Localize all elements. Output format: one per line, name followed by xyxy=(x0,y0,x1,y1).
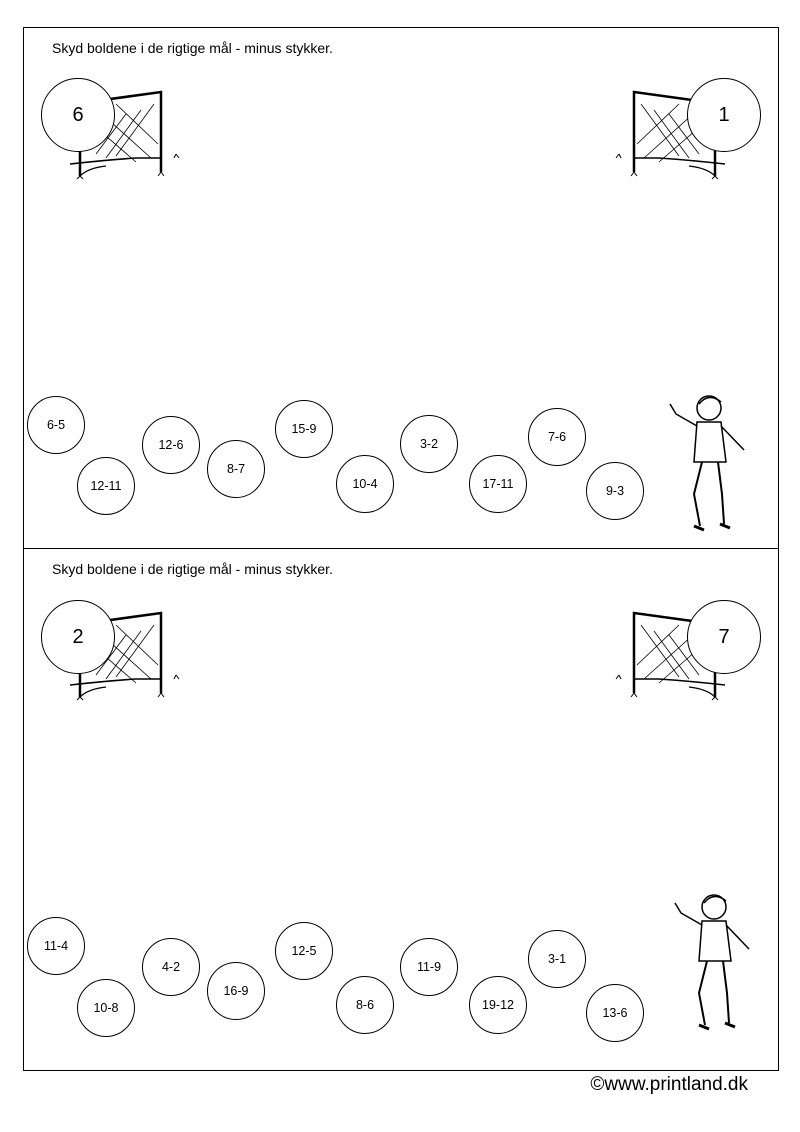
ball[interactable]: 10-4 xyxy=(336,455,394,513)
ball[interactable]: 9-3 xyxy=(586,462,644,520)
right-goal-target[interactable]: 1 xyxy=(687,78,761,152)
ball[interactable]: 12-5 xyxy=(275,922,333,980)
ball[interactable]: 11-9 xyxy=(400,938,458,996)
ball[interactable]: 11-4 xyxy=(27,917,85,975)
left-goal-target[interactable]: 6 xyxy=(41,78,115,152)
ball[interactable]: 19-12 xyxy=(469,976,527,1034)
ball[interactable]: 15-9 xyxy=(275,400,333,458)
worksheet-panel-2 xyxy=(23,548,779,1071)
ball[interactable]: 10-8 xyxy=(77,979,135,1037)
left-goal-target[interactable]: 2 xyxy=(41,600,115,674)
ball[interactable]: 16-9 xyxy=(207,962,265,1020)
right-goal-target[interactable]: 7 xyxy=(687,600,761,674)
ball[interactable]: 8-6 xyxy=(336,976,394,1034)
ball[interactable]: 17-11 xyxy=(469,455,527,513)
copyright-footer: ©www.printland.dk xyxy=(590,1074,748,1095)
ball[interactable]: 4-2 xyxy=(142,938,200,996)
soccer-player-icon xyxy=(664,390,764,538)
ball[interactable]: 6-5 xyxy=(27,396,85,454)
worksheet-panel-1 xyxy=(23,27,779,549)
ball[interactable]: 12-11 xyxy=(77,457,135,515)
ball[interactable]: 12-6 xyxy=(142,416,200,474)
ball[interactable]: 3-1 xyxy=(528,930,586,988)
ball[interactable]: 7-6 xyxy=(528,408,586,466)
ball[interactable]: 13-6 xyxy=(586,984,644,1042)
ball[interactable]: 3-2 xyxy=(400,415,458,473)
ball[interactable]: 8-7 xyxy=(207,440,265,498)
soccer-player-girl-icon xyxy=(669,889,769,1037)
instruction-text: Skyd boldene i de rigtige mål - minus stykker. xyxy=(52,561,333,577)
instruction-text: Skyd boldene i de rigtige mål - minus stykker. xyxy=(52,40,333,56)
